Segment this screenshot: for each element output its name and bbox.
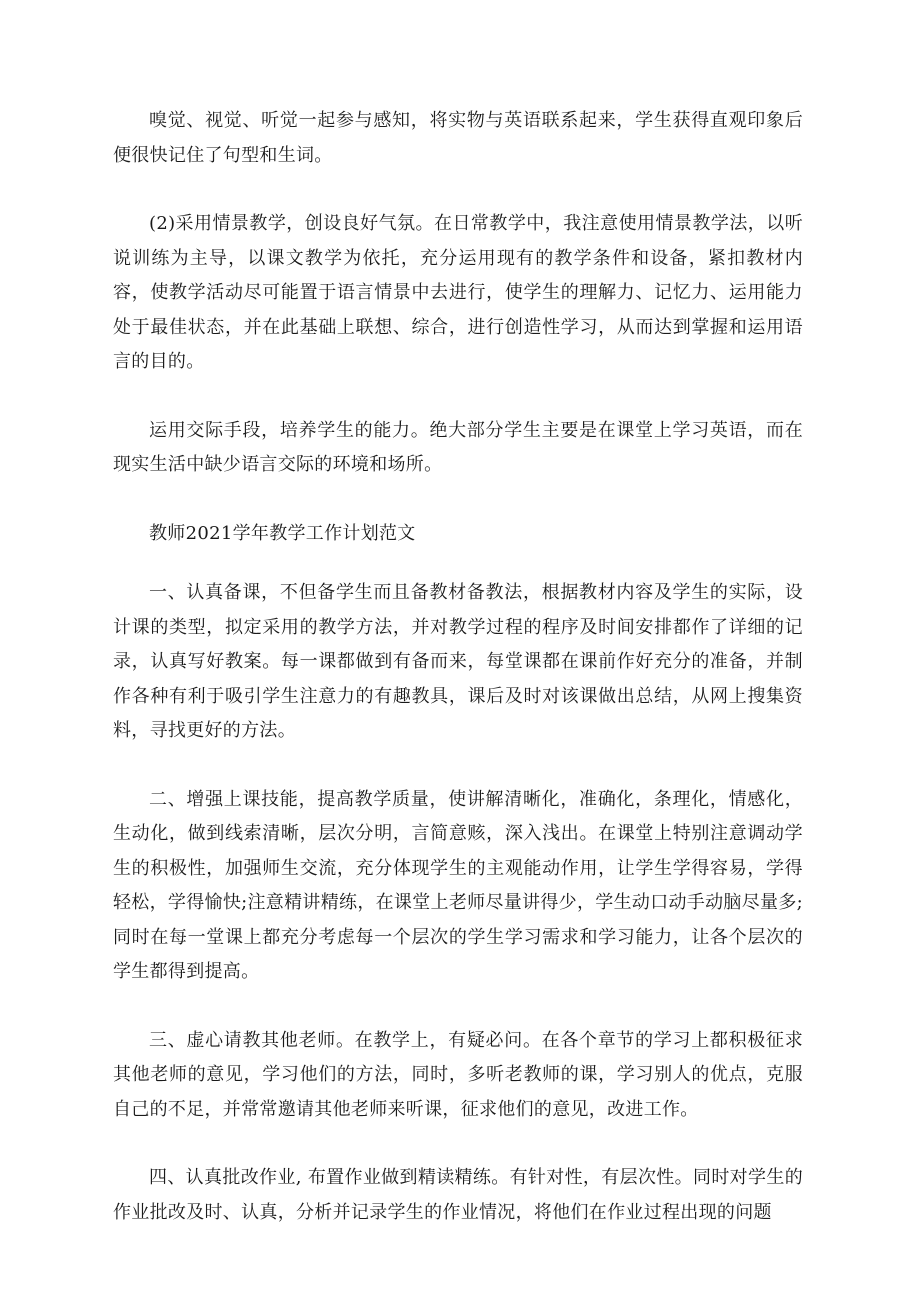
paragraph-situational-teaching: (2)采用情景教学，创设良好气氛。在日常教学中，我注意使用情景教学法，以听说训练为主导，以课文教学为依托，充分运用现有的教学条件和设备，紧扣教材内容，使教学活动尽可能置于语言情景中去进行，使学生的理解力、记忆力、运用能力处于最佳状态，并在此基础上联想、综合，进行创造性学习，从而达到掌握和运用语言的目的。	[113, 213, 803, 372]
section-title: 教师2021学年教学工作计划范文	[149, 522, 416, 544]
paragraph-sensory-learning: 嗅觉、视觉、听觉一起参与感知，将实物与英语联系起来，学生获得直观印象后便很快记住了句型和生词。	[113, 110, 803, 166]
paragraph-teaching-skills: 二、增强上课技能，提高教学质量，使讲解清晰化，准确化，条理化，情感化，生动化，做到线索清晰，层次分明，言简意赅，深入浅出。在课堂上特别注意调动学生的积极性，加强师生交流，充分体现学生的主观能动作用，让学生学得容易，学得轻松，学得愉快;注意精讲精练，在课堂上老师尽量讲得少，学生动口动手动脑尽量多;同时在每一堂课上都充分考虑每一个层次的学生学习需求和学习能力，让各个层次的学生都得到提高。	[113, 788, 803, 982]
paragraph-consult-teachers: 三、虚心请教其他老师。在教学上，有疑必问。在各个章节的学习上都积极征求其他老师的意见，学习他们的方法，同时，多听老教师的课，学习别人的优点，克服自己的不足，并常常邀请其他老师来听课，征求他们的意见，改进工作。	[113, 1029, 803, 1120]
paragraph-lesson-prep: 一、认真备课，不但备学生而且备教材备教法，根据教材内容及学生的实际，设计课的类型，拟定采用的教学方法，并对教学过程的程序及时间安排都作了详细的记录，认真写好教案。每一课都做到有备而来，每堂课都在课前作好充分的准备，并制作各种有利于吸引学生注意力的有趣教具，课后及时对该课做出总结，从网上搜集资料，寻找更好的方法。	[113, 582, 803, 741]
paragraph-homework: 四、认真批改作业, 布置作业做到精读精练。有针对性，有层次性。同时对学生的作业批改及时、认真，分析并记录学生的作业情况，将他们在作业过程出现的问题	[113, 1167, 803, 1223]
paragraph-communication: 运用交际手段，培养学生的能力。绝大部分学生主要是在课堂上学习英语，而在现实生活中缺少语言交际的环境和场所。	[113, 419, 803, 475]
document-body	[113, 104, 803, 1264]
